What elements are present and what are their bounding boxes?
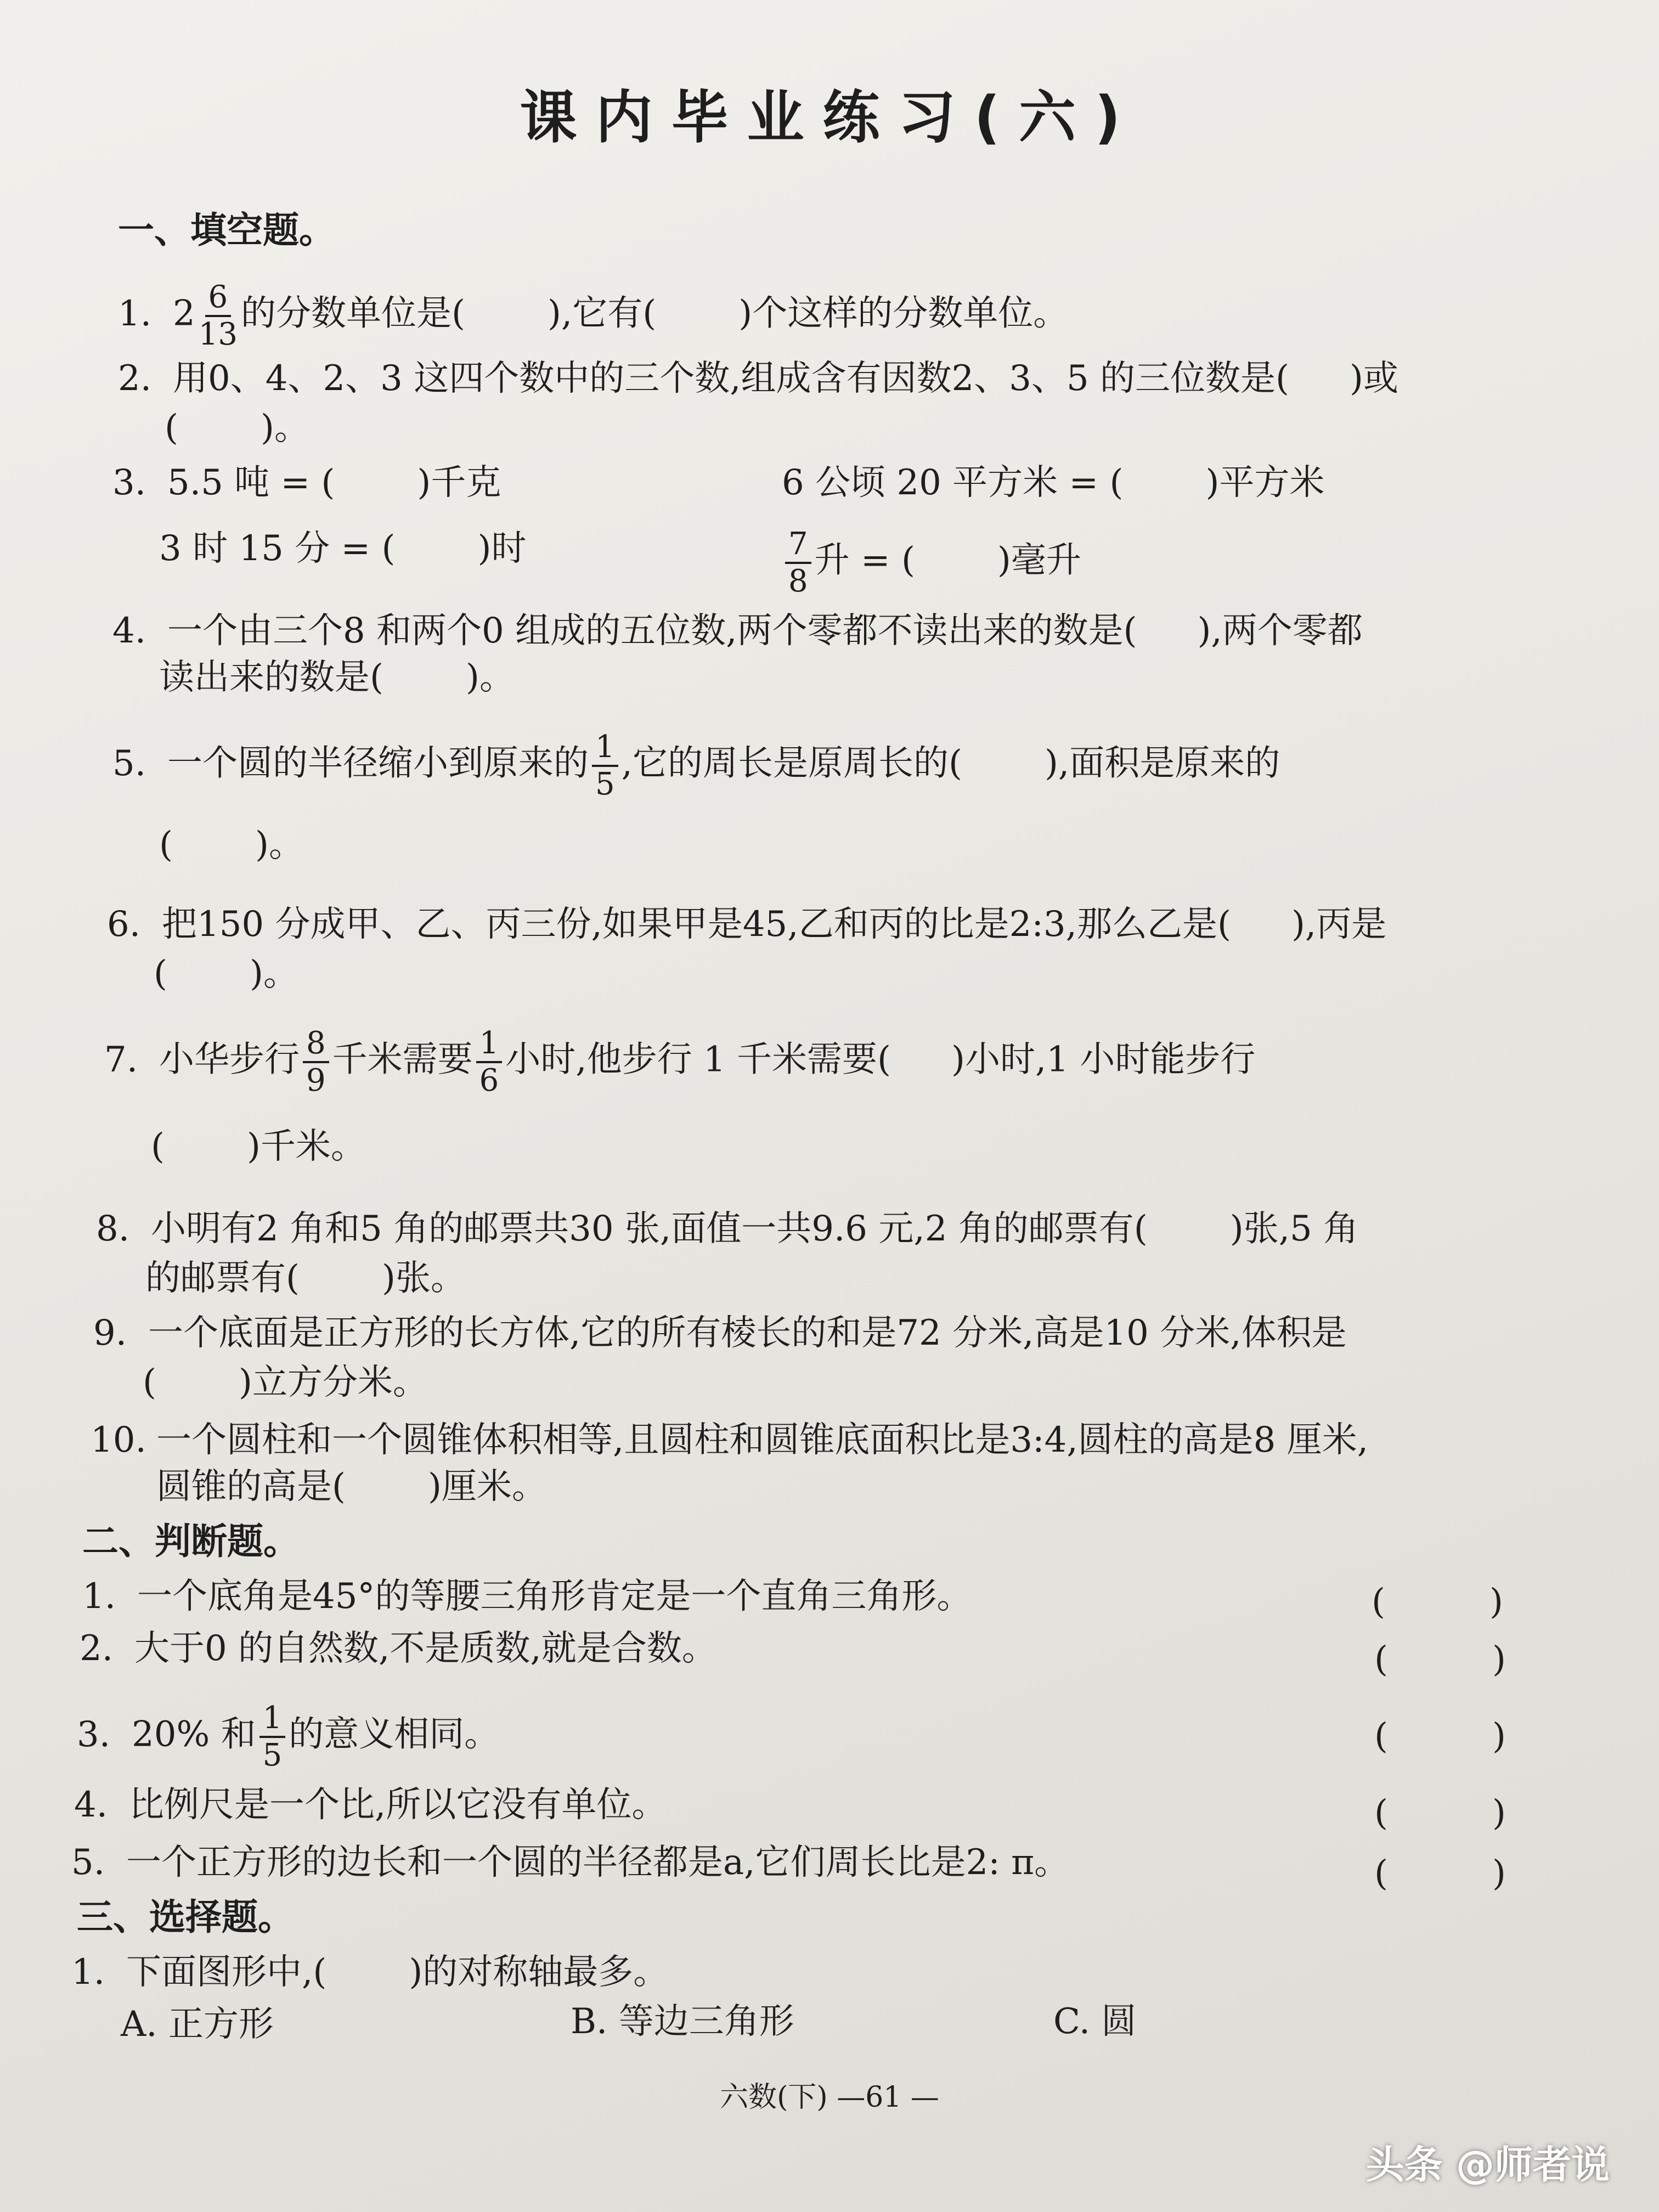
- fraction: $\frac{7}{8}$: [785, 527, 811, 599]
- choice-option-b[interactable]: B. 等边三角形: [571, 2001, 794, 2042]
- judge-question-3: 3. 20% 和 $\frac{1}{5}$ 的意义相同。: [77, 1700, 500, 1773]
- choice-option-c[interactable]: C. 圆: [1053, 2001, 1137, 2042]
- fill-question-3-row1a: 3. 5.5 吨 = ( )千克: [112, 462, 501, 503]
- fraction: $\frac{1}{5}$: [592, 730, 618, 802]
- fill-question-3-row1b: 6 公顷 20 平方米 = ( )平方米: [782, 462, 1325, 503]
- fill-question-10-line2: 圆锥的高是( )厘米。: [156, 1466, 547, 1507]
- watermark: 头条 @师者说: [1365, 2142, 1610, 2187]
- fill-question-6: 6. 把150 分成甲、乙、丙三份,如果甲是45,乙和丙的比是2:3,那么乙是( ),丙是: [107, 904, 1387, 945]
- judge-question-5: 5. 一个正方形的边长和一个圆的半径都是a,它们周长比是2: π。: [71, 1842, 1070, 1883]
- judge-question-2: 2. 大于0 的自然数,不是质数,就是合数。: [80, 1628, 717, 1669]
- fill-question-1: 1. 2 $\frac{6}{13}$ 的分数单位是( ),它有( )个这样的分数单位。: [118, 279, 1069, 352]
- fill-question-3-row2b: $\frac{7}{8}$ 升 = ( )毫升: [782, 527, 1081, 599]
- fill-question-4: 4. 一个由三个8 和两个0 组成的五位数,两个零都不读出来的数是( ),两个零都: [112, 611, 1363, 651]
- fraction: $\frac{1}{5}$: [259, 1701, 286, 1773]
- fill-question-7-line2: ( )千米。: [151, 1126, 366, 1167]
- page-title: 课内毕业练习(六): [520, 84, 1139, 151]
- fill-question-10: 10. 一个圆柱和一个圆锥体积相等,且圆柱和圆锥底面积比是3:4,圆柱的高是8 厘米,: [91, 1420, 1369, 1460]
- fill-question-3-row2a: 3 时 15 分 = ( )时: [159, 528, 527, 569]
- choice-option-a[interactable]: A. 正方形: [121, 2004, 274, 2045]
- judge-answer-1[interactable]: ( ): [1372, 1582, 1503, 1622]
- judge-answer-5[interactable]: ( ): [1374, 1853, 1506, 1894]
- fill-question-6-line2: ( )。: [154, 953, 298, 994]
- section-heading-fill: 一、填空题。: [118, 209, 335, 251]
- section-heading-choice: 三、选择题。: [77, 1896, 294, 1938]
- judge-question-1: 1. 一个底角是45°的等腰三角形肯定是一个直角三角形。: [82, 1576, 972, 1617]
- judge-question-4: 4. 比例尺是一个比,所以它没有单位。: [74, 1785, 667, 1825]
- fill-question-2-line2: ( )。: [165, 408, 309, 448]
- fraction: $\frac{1}{6}$: [476, 1026, 503, 1098]
- section-heading-judge: 二、判断题。: [82, 1520, 300, 1562]
- fill-question-8: 8. 小明有2 角和5 角的邮票共30 张,面值一共9.6 元,2 角的邮票有( )张,5 角: [96, 1209, 1359, 1249]
- fill-question-5-line2: ( )。: [159, 825, 304, 865]
- fraction: $\frac{6}{13}$: [198, 279, 238, 352]
- choice-question-1: 1. 下面图形中,( )的对称轴最多。: [71, 1952, 669, 1993]
- fill-question-7: 7. 小华步行 $\frac{8}{9}$ 千米需要 $\frac{1}{6}$ 小时,他步行 1 千米需要( )小时,1 小时能步行: [104, 1025, 1256, 1098]
- fill-question-2: 2. 用0、4、2、3 这四个数中的三个数,组成含有因数2、3、5 的三位数是( )或: [118, 358, 1398, 399]
- judge-answer-2[interactable]: ( ): [1374, 1639, 1506, 1680]
- judge-answer-3[interactable]: ( ): [1374, 1716, 1506, 1757]
- fill-question-8-line2: 的邮票有( )张。: [145, 1258, 466, 1299]
- page-footer: 六数(下) —61 —: [720, 2081, 939, 2114]
- fill-question-9-line2: ( )立方分米。: [143, 1362, 428, 1403]
- fill-question-4-line2: 读出来的数是( )。: [159, 657, 515, 698]
- fill-question-9: 9. 一个底面是正方形的长方体,它的所有棱长的和是72 分米,高是10 分米,体积是: [93, 1313, 1347, 1353]
- fraction: $\frac{8}{9}$: [303, 1026, 329, 1098]
- judge-answer-4[interactable]: ( ): [1374, 1793, 1506, 1833]
- fill-question-5: 5. 一个圆的半径缩小到原来的 $\frac{1}{5}$ ,它的周长是原周长的( ),面积是原来的: [112, 729, 1280, 802]
